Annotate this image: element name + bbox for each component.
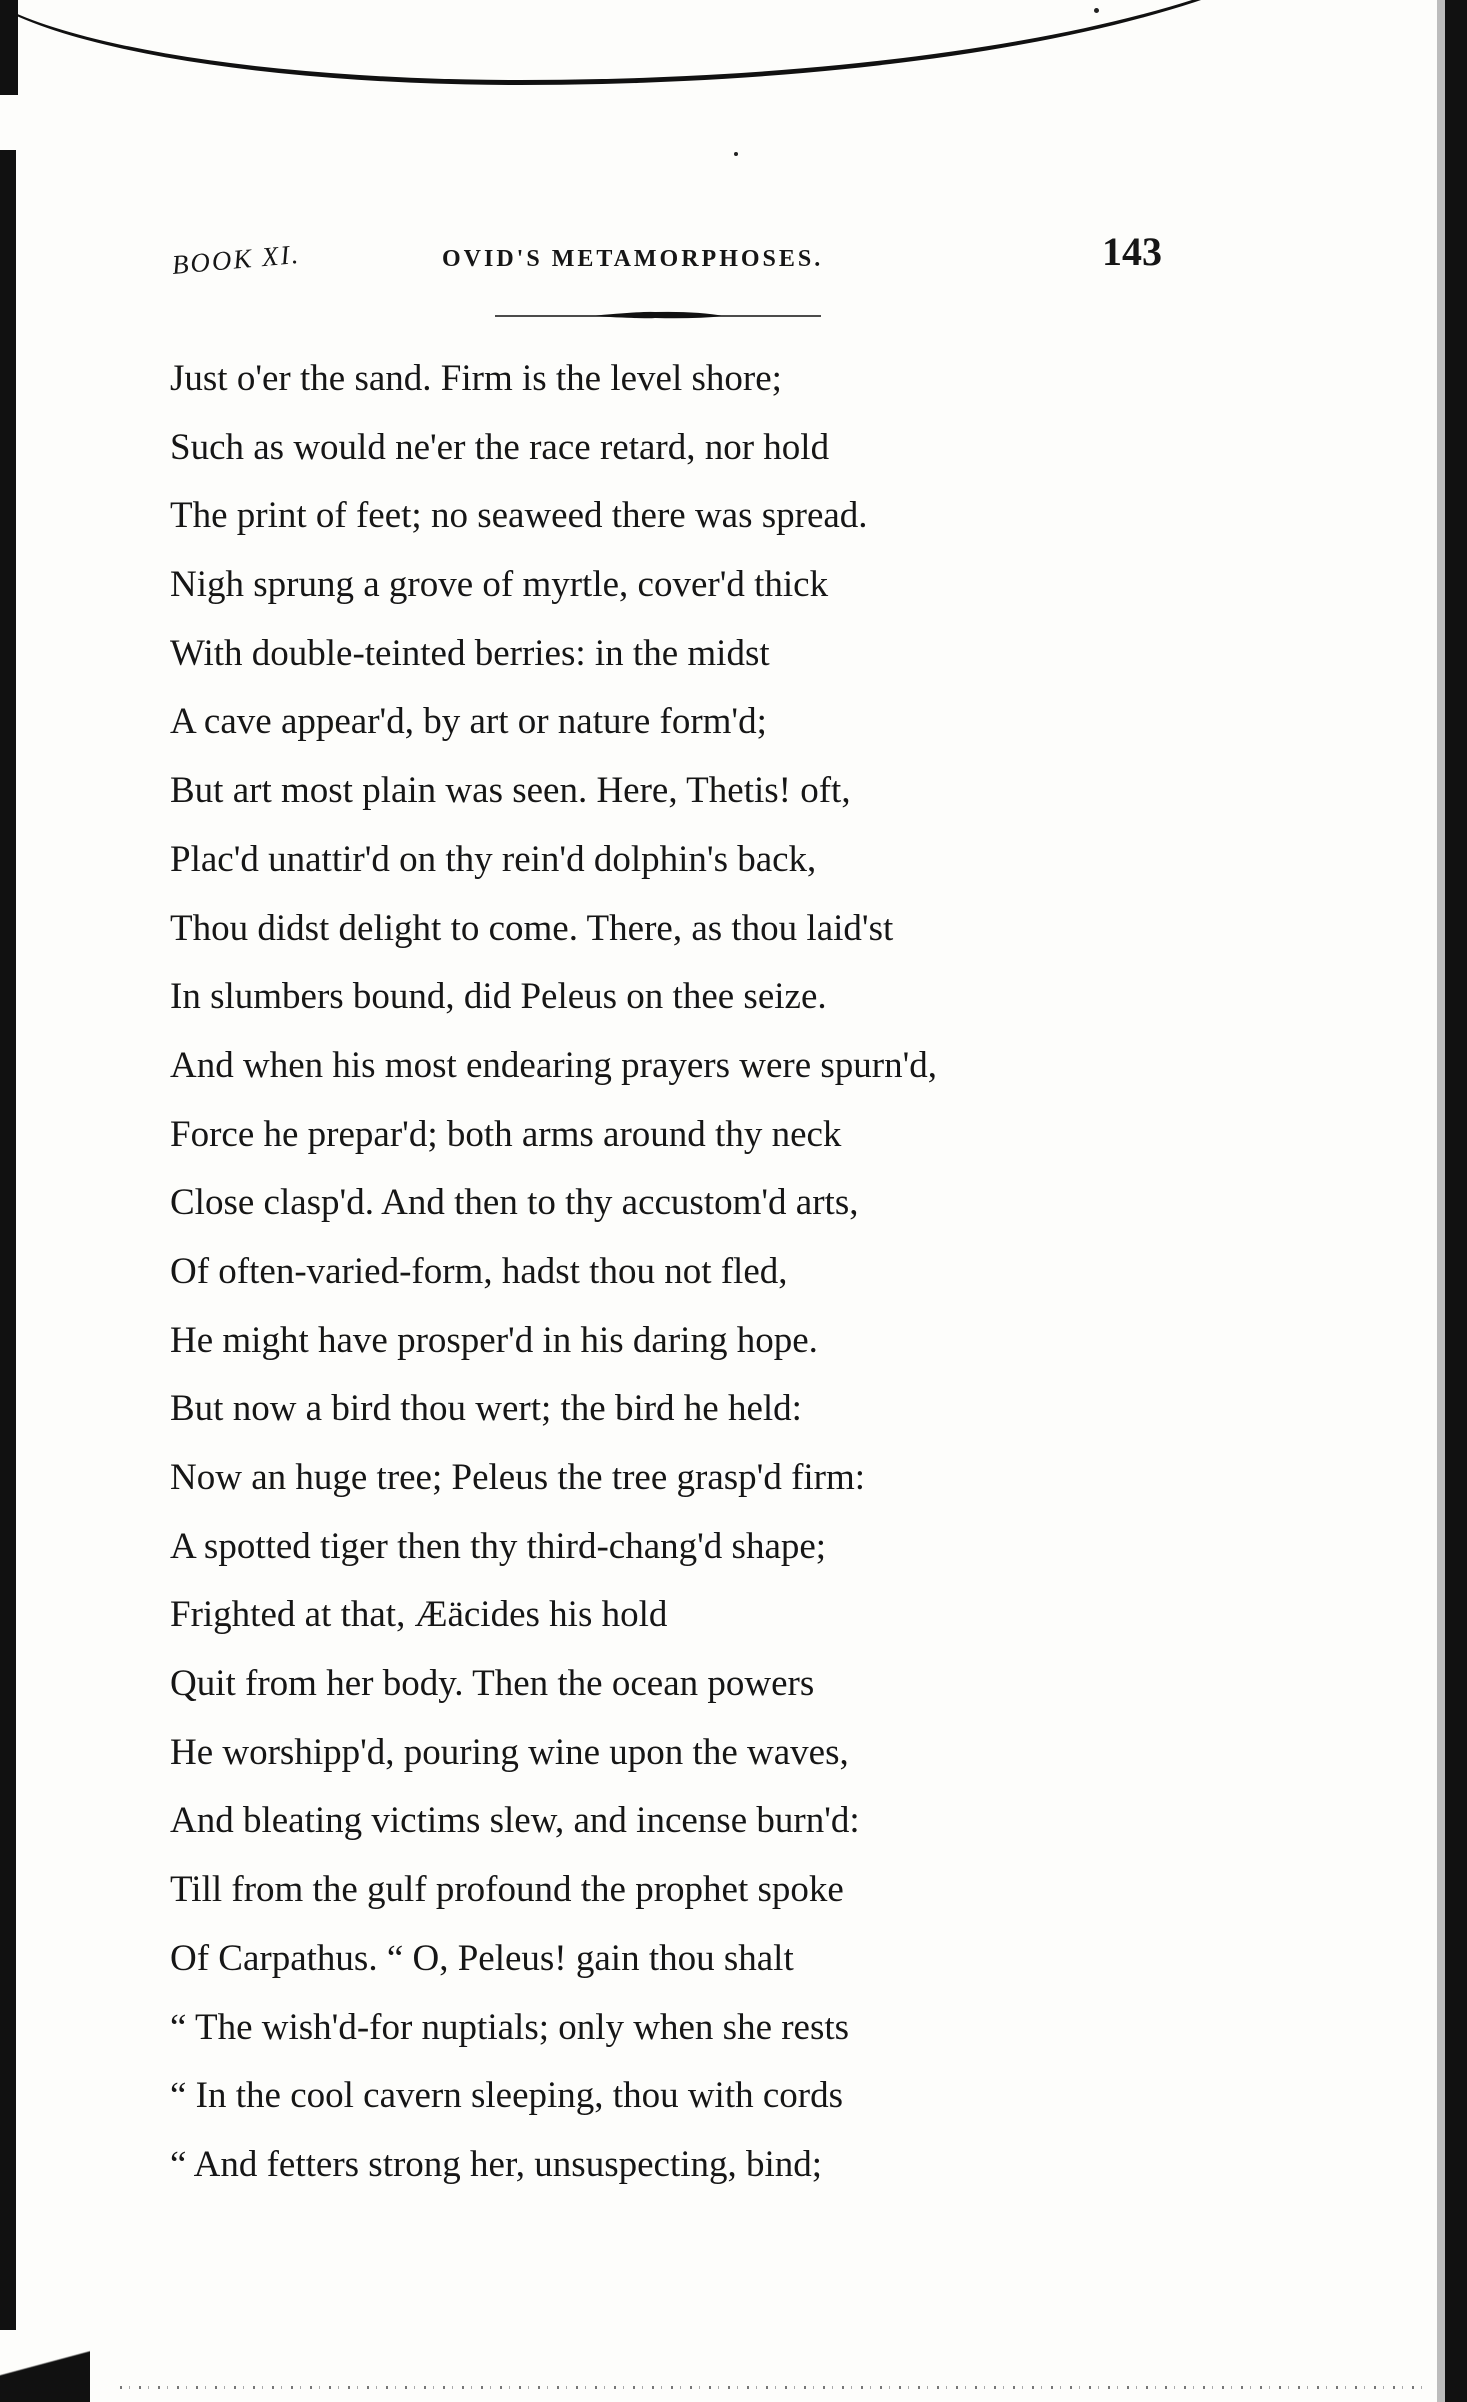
verse-line: But now a bird thou wert; the bird he held: [170,1388,802,1430]
scan-edge-top [0,0,1360,85]
ink-speck [734,152,738,156]
running-title: OVID'S METAMORPHOSES. [442,246,824,272]
book-label: BOOK XI. [170,238,302,280]
verse-line: And when his most endearing prayers were spurn'd, [170,1044,938,1086]
verse-line: Frighted at that, Æäcides his hold [170,1594,668,1636]
verse-line: Such as would ne'er the race retard, nor hold [170,426,830,468]
scan-edge-right-shadow [1437,0,1445,2402]
verse-line: He might have prosper'd in his daring hope. [170,1319,818,1361]
page-number: 143 [1102,229,1162,274]
verse-line: “ In the cool cavern sleeping, thou with cords [170,2075,843,2117]
verse-line: Nigh sprung a grove of myrtle, cover'd thick [170,564,829,606]
scan-edge-left [0,150,16,2330]
ornamental-rule [495,310,821,320]
verse-line: But art most plain was seen. Here, Thetis! oft, [170,770,851,812]
verse-line: He worshipp'd, pouring wine upon the waves, [170,1731,849,1773]
verse-line: Of Carpathus. “ O, Peleus! gain thou shalt [170,1937,794,1979]
verse-line: A cave appear'd, by art or nature form'd; [170,701,767,743]
verse-line: Now an huge tree; Peleus the tree grasp'd firm: [170,1457,866,1498]
verse-line: Till from the gulf profound the prophet spoke [170,1869,844,1911]
verse-line: The print of feet; no seaweed there was spread. [170,495,868,537]
running-head [172,228,1217,288]
verse-line: Quit from her body. Then the ocean powers [170,1663,815,1705]
verse-text [170,345,1090,2200]
verse-line: Just o'er the sand. Firm is the level shore; [170,358,782,399]
verse-line: A spotted tiger then thy third-chang'd shape; [170,1525,827,1567]
scan-edge-bottom [120,2386,1430,2389]
verse-line: In slumbers bound, did Peleus on thee seize. [170,976,827,1018]
verse-line: “ And fetters strong her, unsuspecting, bind; [170,2143,823,2185]
scan-edge-bottom-left [0,2340,90,2402]
verse-line: Thou didst delight to come. There, as thou laid'st [170,907,894,949]
scan-edge-right [1445,0,1467,2402]
ink-speck [1094,8,1099,13]
scan-edge-left-top [0,0,18,95]
verse-line: Force he prepar'd; both arms around thy neck [170,1113,842,1155]
verse-line: With double-teinted berries: in the midst [170,632,770,674]
verse-line: And bleating victims slew, and incense burn'd: [170,1800,860,1842]
verse-line: “ The wish'd-for nuptials; only when she rests [170,2006,850,2048]
verse-line: Close clasp'd. And then to thy accustom'd arts, [170,1182,859,1224]
verse-line: Plac'd unattir'd on thy rein'd dolphin's back, [170,838,817,880]
verse-line: Of often-varied-form, hadst thou not fled, [170,1250,788,1292]
